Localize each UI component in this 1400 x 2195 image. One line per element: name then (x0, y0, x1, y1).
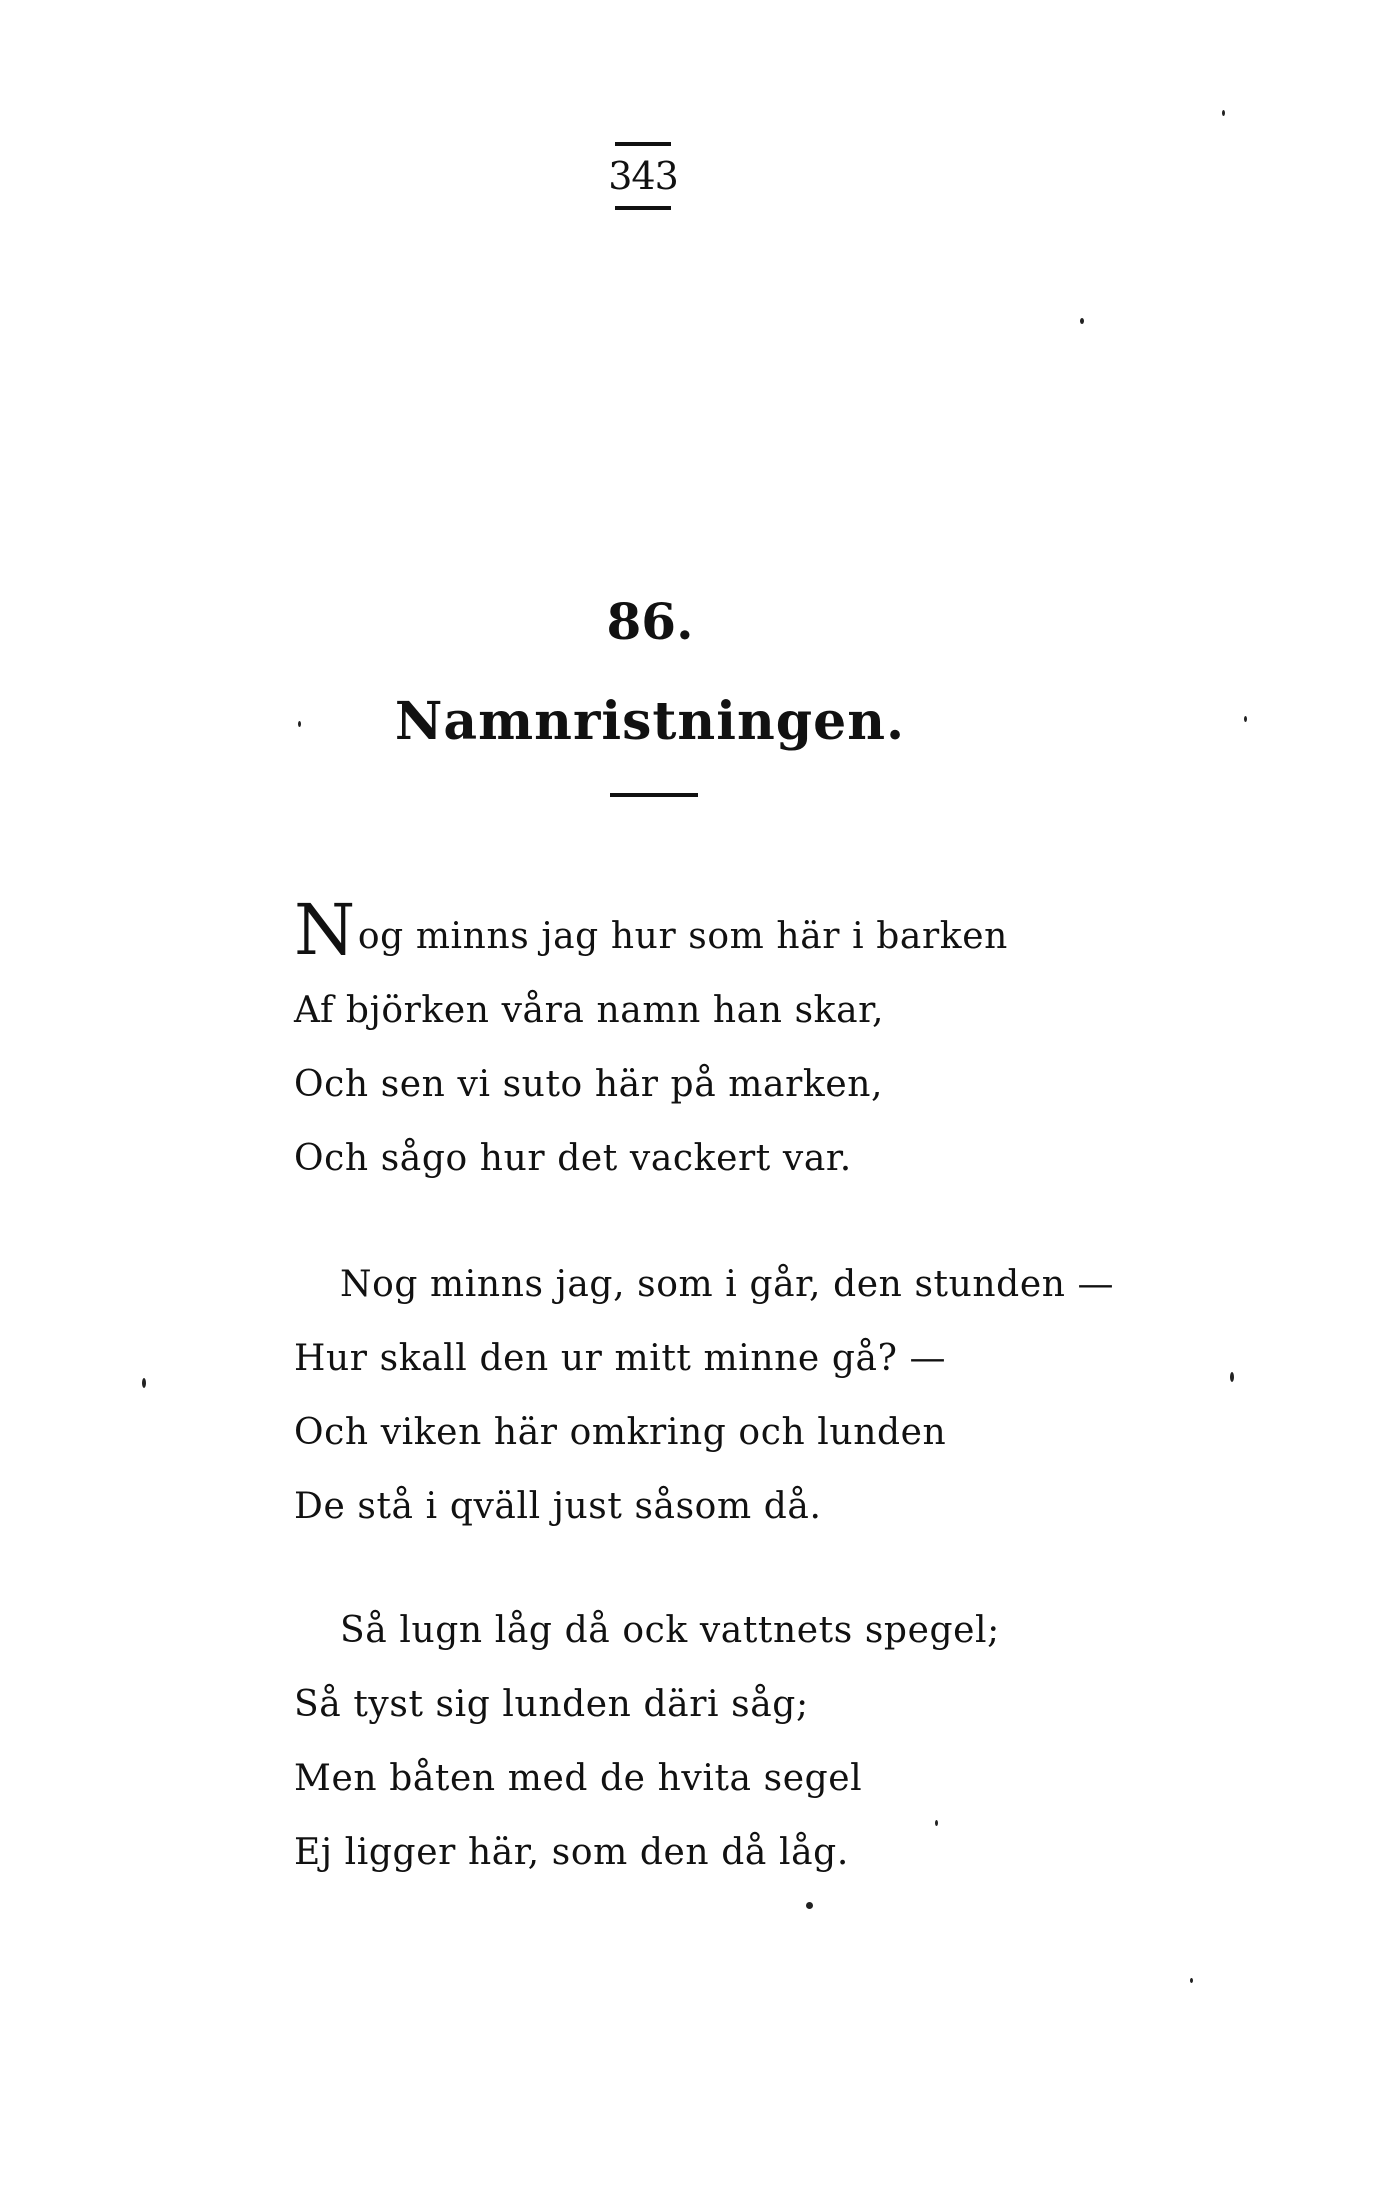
print-speck (298, 721, 301, 727)
verse-line-text: og minns jag hur som här i barken (357, 916, 1008, 957)
verse-line: Så tyst sig lunden däri såg; (294, 1684, 809, 1725)
verse-line: Hur skall den ur mitt minne gå? — (294, 1338, 947, 1379)
verse-line (294, 889, 1194, 974)
stanza-2 (294, 1248, 1194, 1544)
print-speck (142, 1378, 146, 1388)
drop-cap: N (294, 889, 356, 971)
print-speck (1222, 110, 1225, 116)
verse-line: Och sen vi suto här på marken, (294, 1064, 884, 1105)
verse-line: Så lugn låg då ock vattnets spegel; (340, 1610, 1000, 1651)
print-speck (935, 1820, 938, 1826)
verse-line: Och sågo hur det vackert var. (294, 1138, 852, 1179)
print-speck (1190, 1978, 1193, 1983)
verse-line: Af björken våra namn han skar, (294, 990, 885, 1031)
print-speck (1244, 716, 1247, 722)
verse-line: De stå i qväll just såsom då. (294, 1486, 822, 1527)
page-number-bottom-rule (615, 206, 671, 210)
poem-title: Namnristningen. (394, 691, 906, 752)
verse-line: Ej ligger här, som den då låg. (294, 1832, 849, 1873)
poem-number: 86. (606, 592, 694, 651)
page-number: 343 (608, 154, 678, 198)
page-header (608, 142, 678, 210)
stanza-1 (294, 889, 1194, 1196)
stanza-3 (294, 1594, 1194, 1890)
verse-line: Men båten med de hvita segel (294, 1758, 863, 1799)
title-divider (610, 793, 698, 797)
print-speck (1230, 1372, 1234, 1382)
page-number-top-rule (615, 142, 671, 146)
print-speck (1080, 318, 1084, 324)
verse-line: Och viken här omkring och lunden (294, 1412, 947, 1453)
verse-line: Nog minns jag, som i går, den stunden — (340, 1264, 1115, 1305)
print-speck (806, 1902, 813, 1909)
